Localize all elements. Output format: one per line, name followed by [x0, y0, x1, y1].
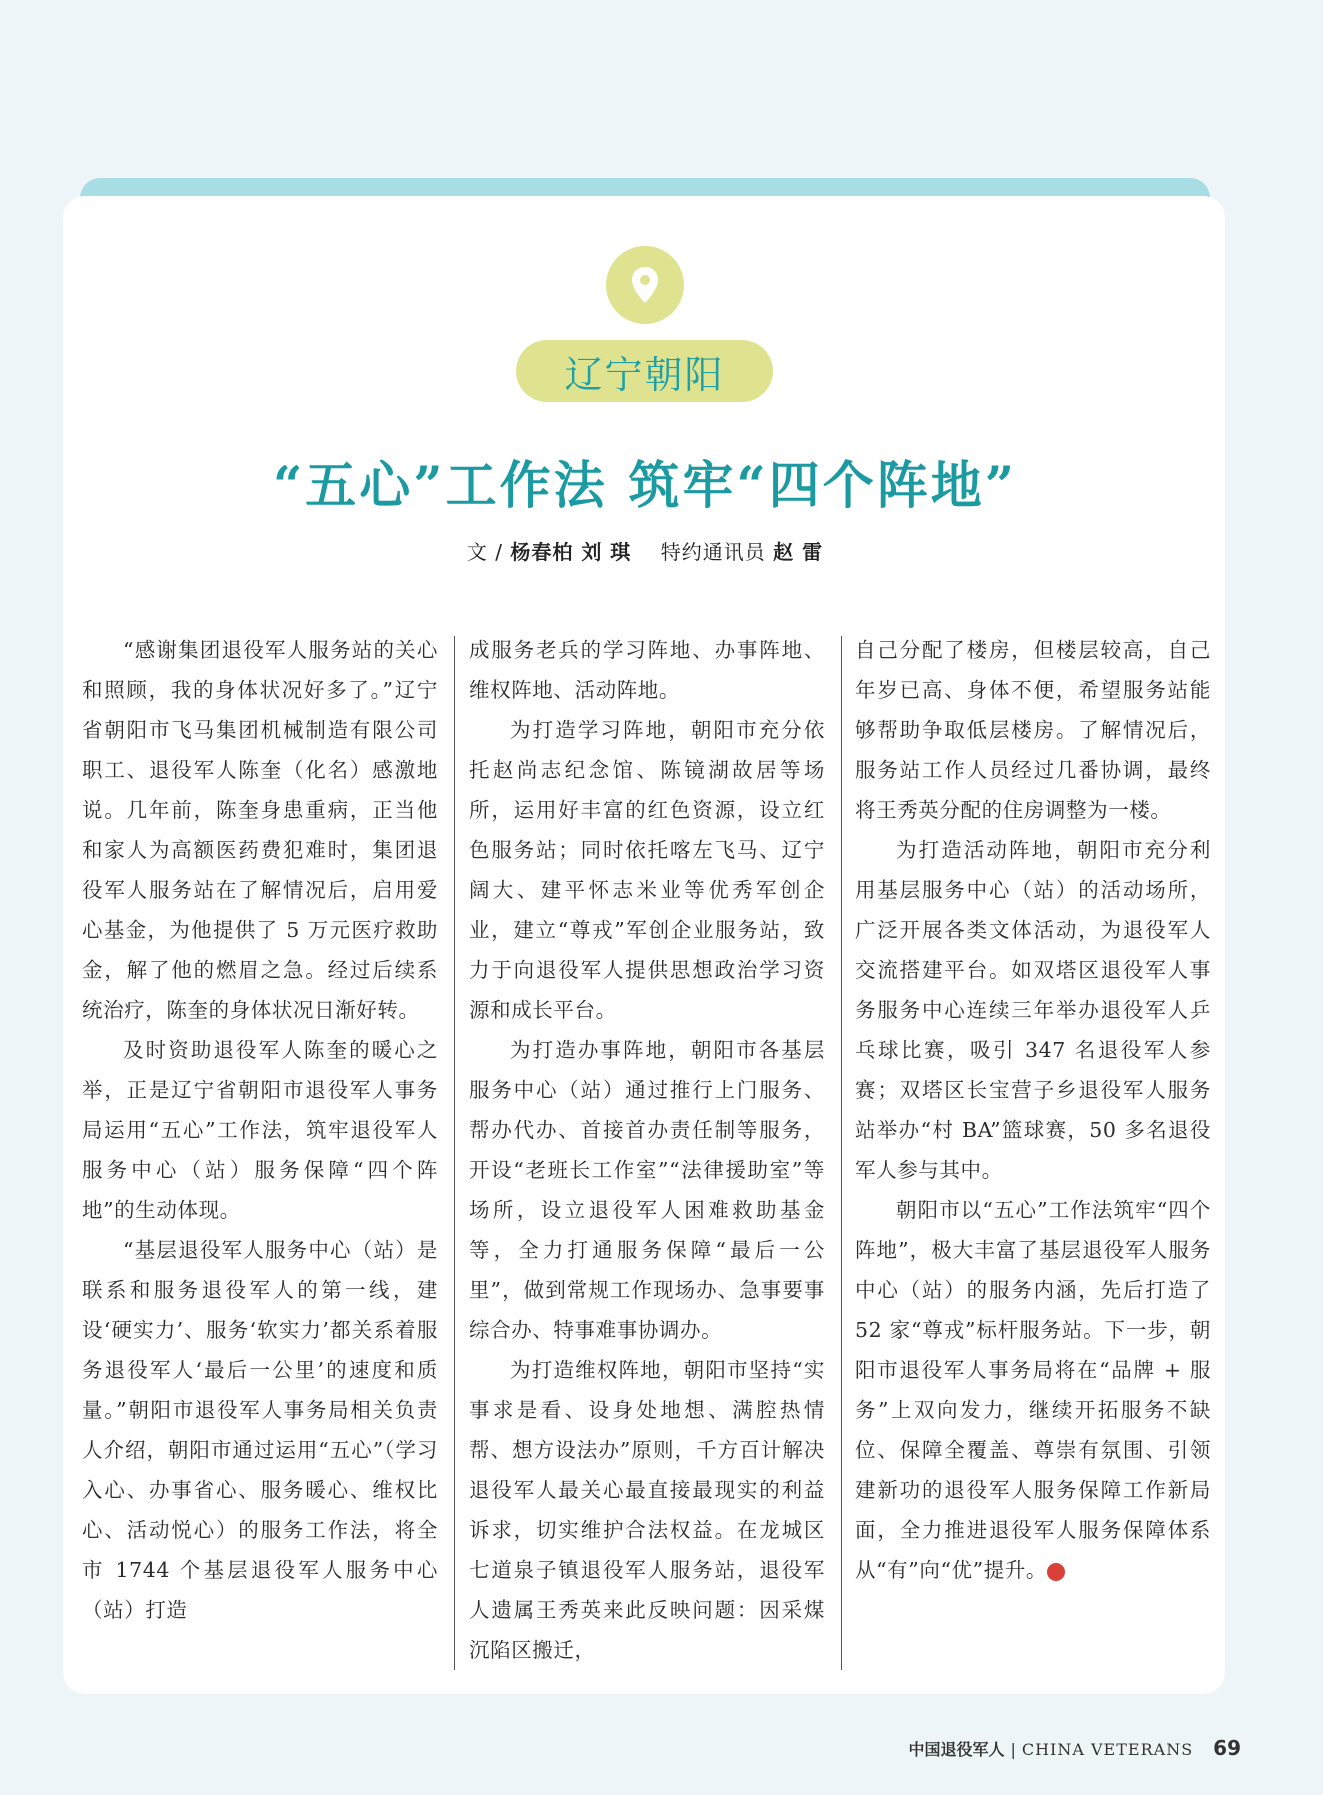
region-label: 辽宁朝阳 — [516, 340, 773, 402]
page-footer — [908, 1736, 1241, 1760]
column-divider — [841, 636, 842, 1670]
paragraph: 自己分配了楼房，但楼层较高，自己年岁已高、身体不便，希望服务站能够帮助争取低层楼房。了解情况后，服务站工作人员经过几番协调，最终将王秀英分配的住房调整为一楼。 — [855, 638, 1211, 822]
byline — [0, 536, 1290, 565]
column-divider — [454, 636, 455, 1670]
byline-correspondent-role: 特约通讯员 — [660, 540, 766, 564]
paragraph: 成服务老兵的学习阵地、办事阵地、维权阵地、活动阵地。 — [469, 638, 825, 702]
map-pin-icon — [629, 265, 661, 305]
byline-prefix: 文 / — [466, 540, 511, 564]
byline-authors: 杨春柏 刘 琪 — [510, 540, 632, 564]
article-column-3 — [855, 630, 1211, 1590]
magazine-name-cn: 中国退役军人 — [908, 1740, 1005, 1759]
location-badge — [606, 246, 684, 324]
article-column-1 — [82, 630, 438, 1630]
footer-separator: | — [1010, 1740, 1016, 1759]
magazine-name-en: CHINA VETERANS — [1021, 1740, 1194, 1759]
page-number: 69 — [1213, 1736, 1241, 1760]
byline-correspondent: 赵 雷 — [773, 540, 824, 564]
paragraph: 为打造维权阵地，朝阳市坚持“实事求是看、设身处地想、满腔热情帮、想方设法办”原则，千方百计解决退役军人最关心最直接最现实的利益诉求，切实维护合法权益。在龙城区七道泉子镇退役军人服务站，退役军人遗属王秀英来此反映问题：因采煤沉陷区搬迁， — [469, 1358, 825, 1662]
paragraph: 朝阳市以“五心”工作法筑牢“四个阵地”，极大丰富了基层退役军人服务中心（站）的服务内涵，先后打造了 52 家“尊戎”标杆服务站。下一步，朝阳市退役军人事务局将在“品牌 + 服务”上双向发力，继续开拓服务不缺位、保障全覆盖、尊崇有氛围、引领建新功的退役军人服务保障工作新局面，全力推进退役军人服务保障体系从“有”向“优”提升。 V — [855, 1198, 1211, 1582]
paragraph: “感谢集团退役军人服务站的关心和照顾，我的身体状况好多了。”辽宁省朝阳市飞马集团机械制造有限公司职工、退役军人陈奎（化名）感激地说。几年前，陈奎身患重病，正当他和家人为高额医药费犯难时，集团退役军人服务站在了解情况后，启用爱心基金，为他提供了 5 万元医疗救助金，解了他的燃眉之急。经过后续系统治疗，陈奎的身体状况日渐好转。 — [82, 638, 438, 1022]
paragraph: 及时资助退役军人陈奎的暖心之举，正是辽宁省朝阳市退役军人事务局运用“五心”工作法，筑牢退役军人服务中心（站）服务保障“四个阵地”的生动体现。 — [82, 1038, 438, 1222]
paragraph: “基层退役军人服务中心（站）是联系和服务退役军人的第一线，建设‘硬实力’、服务‘软实力’都关系着服务退役军人‘最后一公里’的速度和质量。”朝阳市退役军人事务局相关负责人介绍，朝阳市通过运用“五心”（学习入心、办事省心、服务暖心、维权比心、活动悦心）的服务工作法，将全市 1744 个基层退役军人服务中心（站）打造 — [82, 1238, 438, 1622]
paragraph: 为打造活动阵地，朝阳市充分利用基层服务中心（站）的活动场所，广泛开展各类文体活动，为退役军人交流搭建平台。如双塔区退役军人事务服务中心连续三年举办退役军人乒乓球比赛，吸引 347 名退役军人参赛；双塔区长宝营子乡退役军人服务站举办“村 BA”篮球赛，50 多名退役军人参与其中。 — [855, 838, 1211, 1182]
article-column-2 — [469, 630, 825, 1670]
article-title: “五心”工作法 筑牢“四个阵地” — [272, 456, 1018, 516]
paragraph: 为打造学习阵地，朝阳市充分依托赵尚志纪念馆、陈镜湖故居等场所，运用好丰富的红色资源，设立红色服务站；同时依托喀左飞马、辽宁阔大、建平怀志米业等优秀军创企业，建立“尊戎”军创企业服务站，致力于向退役军人提供思想政治学习资源和成长平台。 — [469, 718, 825, 1022]
end-of-article-icon: V — [1047, 1563, 1065, 1581]
paragraph: 为打造办事阵地，朝阳市各基层服务中心（站）通过推行上门服务、帮办代办、首接首办责任制等服务，开设“老班长工作室”“法律援助室”等场所，设立退役军人困难救助基金等，全力打通服务保障“最后一公里”，做到常规工作现场办、急事要事综合办、特事难事协调办。 — [469, 1038, 825, 1342]
